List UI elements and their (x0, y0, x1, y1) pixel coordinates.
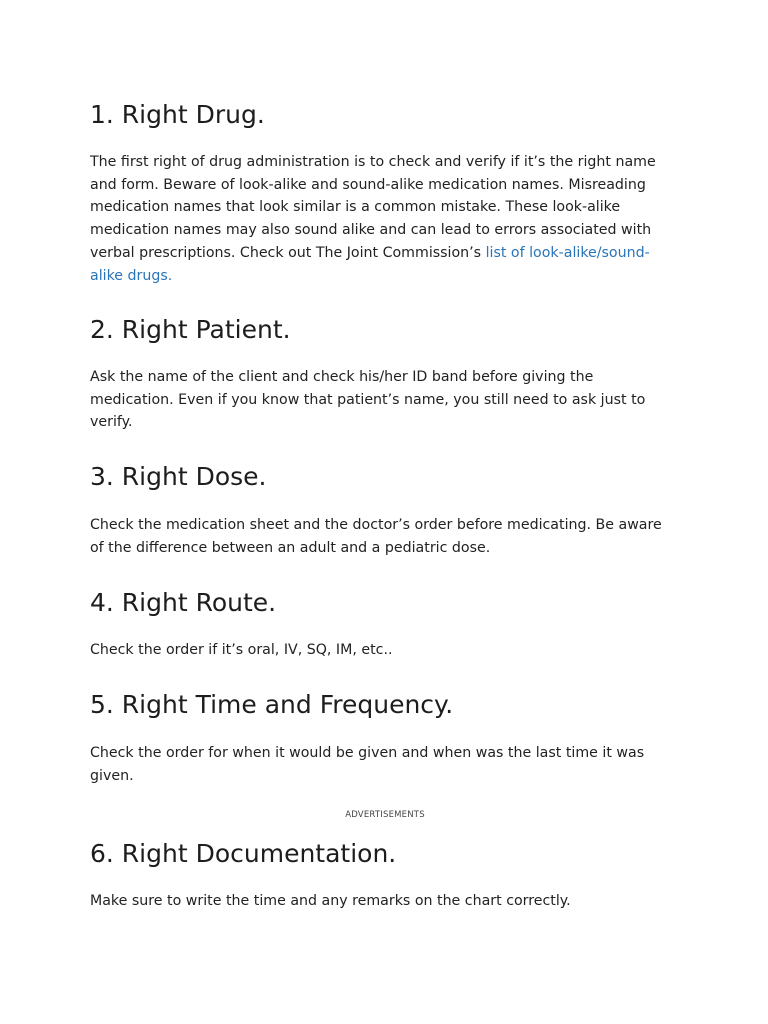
section-body-right-drug (90, 151, 675, 287)
section-body-right-dose: Check the medication sheet and the doctor’s order before medicating. Be aware of the difference between an adult and a pediatric dose. (90, 517, 662, 556)
section-heading-right-drug: 1. Right Drug. (90, 100, 265, 129)
section-heading-right-time: 5. Right Time and Frequency. (90, 690, 454, 719)
section-body-right-patient: Ask the name of the client and check his/her ID band before giving the medication. Even if you know that patient’s name, you still need to ask just to verify. (90, 369, 646, 431)
look-alike-drugs-link[interactable]: list of look-alike/sound-alike drugs. (90, 244, 650, 284)
section-body-right-route: Check the order if it’s oral, IV, SQ, IM, etc.. (90, 642, 393, 658)
section-heading-right-route: 4. Right Route. (90, 588, 277, 617)
section-heading-right-patient: 2. Right Patient. (90, 315, 291, 344)
section-body-right-time: Check the order for when it would be given and when was the last time it was given. (90, 745, 645, 784)
section-heading-right-documentation: 6. Right Documentation. (90, 839, 397, 868)
section-heading-right-dose: 3. Right Dose. (90, 462, 267, 491)
section-body-text: The first right of drug administration is to check and verify if it’s the right name and form. Beware of look-alike and sound-alike medication names. Misreading medication names that look similar is a common mistake. These look-alike medication names may also sound alike and can lead to errors associated with verbal prescriptions. Check out The Joint Commission’s (90, 154, 656, 261)
section-body-right-documentation: Make sure to write the time and any remarks on the chart correctly. (90, 893, 571, 909)
advertisements-label: ADVERTISEMENTS (345, 810, 425, 820)
